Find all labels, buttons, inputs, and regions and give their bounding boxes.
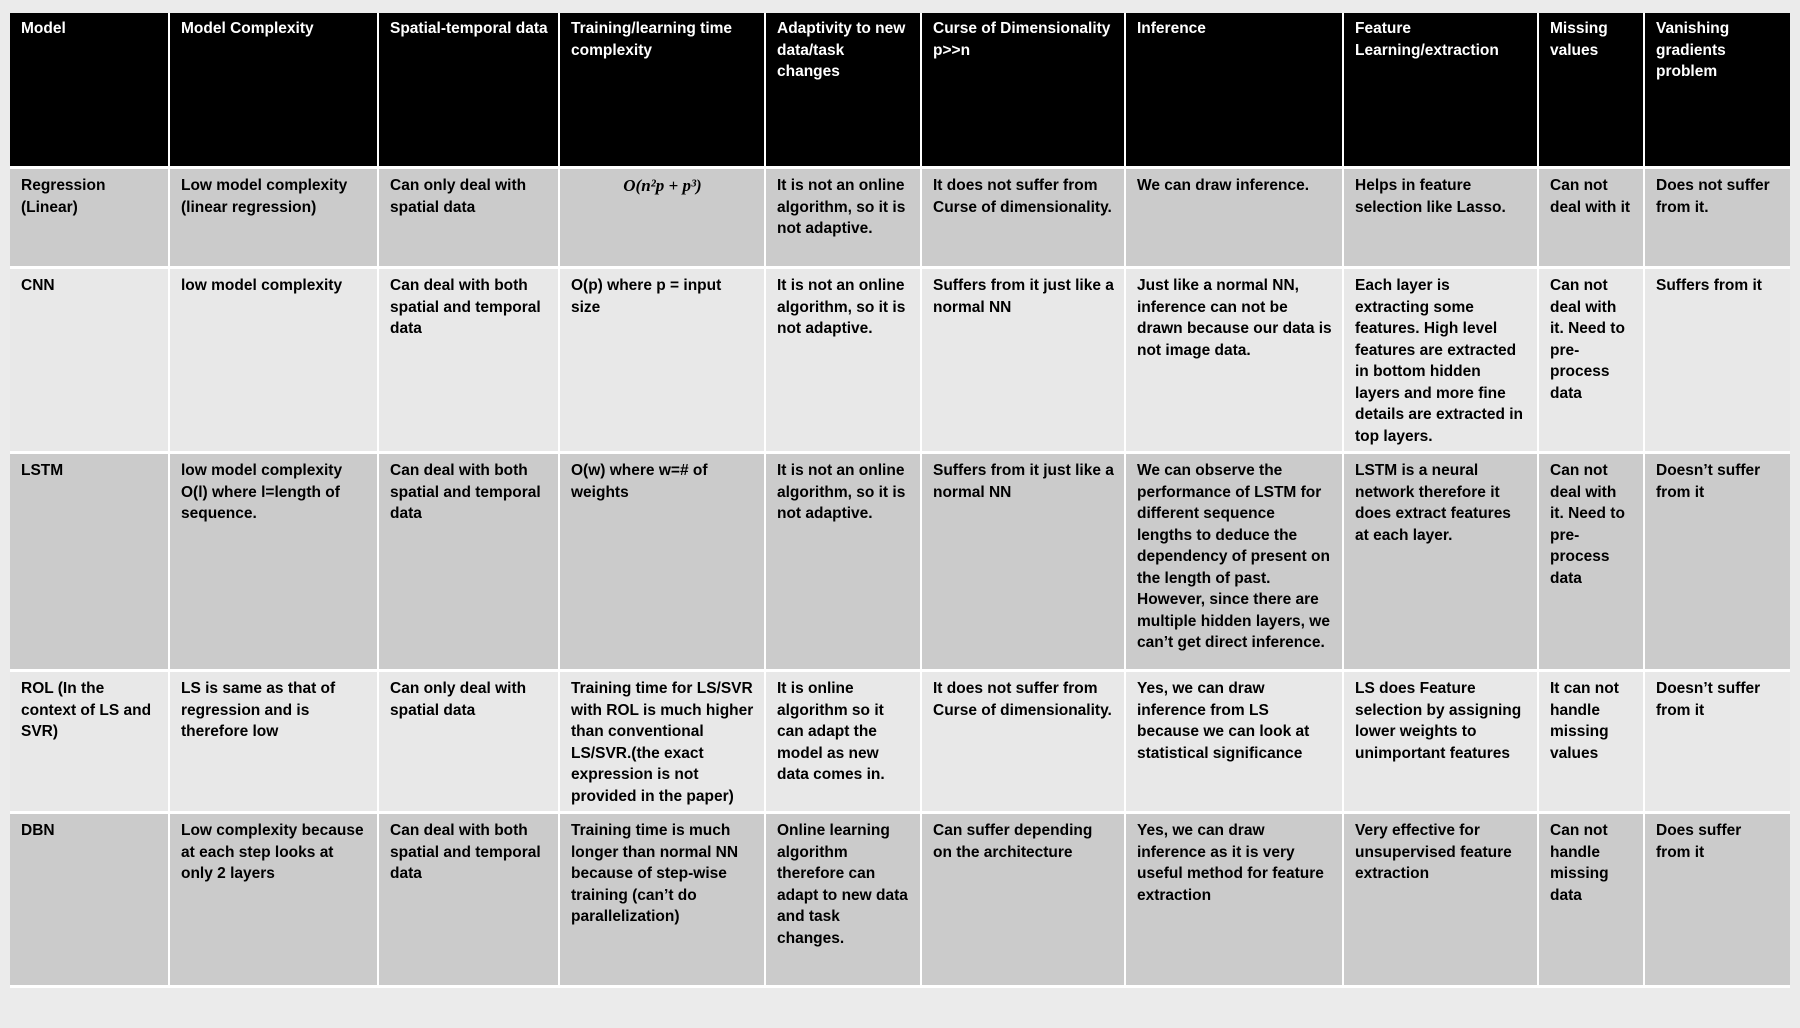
header-inference: Inference <box>1125 13 1343 168</box>
cell-feature-learning: Very effective for unsupervised feature extraction <box>1343 813 1538 987</box>
cell-spatial-temporal: Can deal with both spatial and temporal data <box>378 453 559 671</box>
cell-feature-learning: LSTM is a neural network therefore it does extract features at each layer. <box>1343 453 1538 671</box>
cell-model: DBN <box>10 813 169 987</box>
comparison-table-container <box>10 13 1790 988</box>
cell-vanishing-gradients: Does suffer from it <box>1644 813 1790 987</box>
cell-complexity: low model complexity O(l) where l=length of sequence. <box>169 453 378 671</box>
cell-adaptivity: It is not an online algorithm, so it is not adaptive. <box>765 168 921 268</box>
table-row-rol <box>10 671 1790 813</box>
cell-complexity: low model complexity <box>169 268 378 453</box>
cell-model: ROL (In the context of LS and SVR) <box>10 671 169 813</box>
cell-complexity: LS is same as that of regression and is therefore low <box>169 671 378 813</box>
cell-spatial-temporal: Can deal with both spatial and temporal data <box>378 813 559 987</box>
model-comparison-table <box>10 13 1790 988</box>
cell-dimensionality: Can suffer depending on the architecture <box>921 813 1125 987</box>
cell-adaptivity: It is not an online algorithm, so it is not adaptive. <box>765 453 921 671</box>
cell-inference: We can observe the performance of LSTM for different sequence lengths to deduce the dependency of present on the length of past. However, since there are multiple hidden layers, we can’t get direct inference. <box>1125 453 1343 671</box>
header-feature-learning: Feature Learning/extraction <box>1343 13 1538 168</box>
cell-model: LSTM <box>10 453 169 671</box>
cell-missing-values: Can not handle missing data <box>1538 813 1644 987</box>
cell-missing-values: It can not handle missing values <box>1538 671 1644 813</box>
cell-training-time <box>559 168 765 268</box>
header-model: Model <box>10 13 169 168</box>
header-spatial-temporal: Spatial-temporal data <box>378 13 559 168</box>
table-row-dbn <box>10 813 1790 987</box>
cell-dimensionality: It does not suffer from Curse of dimensionality. <box>921 671 1125 813</box>
table-row-cnn <box>10 268 1790 453</box>
header-adaptivity: Adaptivity to new data/task changes <box>765 13 921 168</box>
cell-model: Regression (Linear) <box>10 168 169 268</box>
header-row <box>10 13 1790 168</box>
cell-feature-learning: Each layer is extracting some features. High level features are extracted in bottom hidden layers and more fine details are extracted in top layers. <box>1343 268 1538 453</box>
cell-training-time: Training time for LS/SVR with ROL is much higher than conventional LS/SVR.(the exact expression is not provided in the paper) <box>559 671 765 813</box>
cell-missing-values: Can not deal with it. Need to pre-process data <box>1538 453 1644 671</box>
header-vanishing-gradients: Vanishing gradients problem <box>1644 13 1790 168</box>
cell-vanishing-gradients: Suffers from it <box>1644 268 1790 453</box>
table-row-lstm <box>10 453 1790 671</box>
cell-complexity: Low complexity because at each step looks at only 2 layers <box>169 813 378 987</box>
cell-feature-learning: Helps in feature selection like Lasso. <box>1343 168 1538 268</box>
cell-adaptivity: It is not an online algorithm, so it is not adaptive. <box>765 268 921 453</box>
cell-training-time: O(w) where w=# of weights <box>559 453 765 671</box>
training-time-formula: O(n²p + p³) <box>623 176 702 195</box>
cell-missing-values: Can not deal with it. Need to pre-process data <box>1538 268 1644 453</box>
cell-complexity: Low model complexity (linear regression) <box>169 168 378 268</box>
cell-vanishing-gradients: Doesn’t suffer from it <box>1644 671 1790 813</box>
cell-dimensionality: It does not suffer from Curse of dimensionality. <box>921 168 1125 268</box>
header-missing-values: Missing values <box>1538 13 1644 168</box>
cell-spatial-temporal: Can only deal with spatial data <box>378 168 559 268</box>
header-model-complexity: Model Complexity <box>169 13 378 168</box>
cell-vanishing-gradients: Does not suffer from it. <box>1644 168 1790 268</box>
cell-missing-values: Can not deal with it <box>1538 168 1644 268</box>
cell-adaptivity: Online learning algorithm therefore can adapt to new data and task changes. <box>765 813 921 987</box>
cell-dimensionality: Suffers from it just like a normal NN <box>921 453 1125 671</box>
cell-vanishing-gradients: Doesn’t suffer from it <box>1644 453 1790 671</box>
cell-adaptivity: It is online algorithm so it can adapt the model as new data comes in. <box>765 671 921 813</box>
cell-feature-learning: LS does Feature selection by assigning lower weights to unimportant features <box>1343 671 1538 813</box>
cell-spatial-temporal: Can only deal with spatial data <box>378 671 559 813</box>
cell-spatial-temporal: Can deal with both spatial and temporal data <box>378 268 559 453</box>
cell-training-time: Training time is much longer than normal NN because of step-wise training (can’t do parallelization) <box>559 813 765 987</box>
cell-inference: Just like a normal NN, inference can not be drawn because our data is not image data. <box>1125 268 1343 453</box>
cell-inference: We can draw inference. <box>1125 168 1343 268</box>
cell-dimensionality: Suffers from it just like a normal NN <box>921 268 1125 453</box>
cell-inference: Yes, we can draw inference as it is very useful method for feature extraction <box>1125 813 1343 987</box>
cell-inference: Yes, we can draw inference from LS because we can look at statistical significance <box>1125 671 1343 813</box>
header-curse-of-dimensionality: Curse of Dimensionality p>>n <box>921 13 1125 168</box>
header-training-time: Training/learning time complexity <box>559 13 765 168</box>
cell-training-time: O(p) where p = input size <box>559 268 765 453</box>
table-row-regression <box>10 168 1790 268</box>
cell-model: CNN <box>10 268 169 453</box>
